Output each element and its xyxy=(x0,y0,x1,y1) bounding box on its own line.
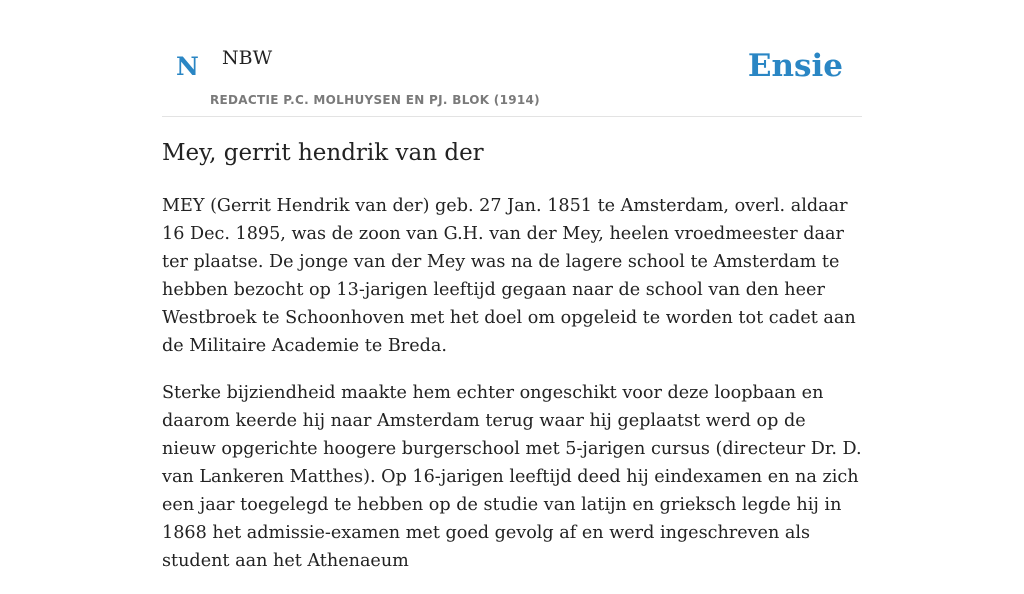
source-logo-icon[interactable]: N xyxy=(176,52,199,81)
source-subtitle: REDACTIE P.C. MOLHUYSEN EN PJ. BLOK (1914) xyxy=(210,93,540,107)
article-body xyxy=(162,192,864,594)
source-name[interactable]: NBW xyxy=(222,47,273,69)
paragraph: MEY (Gerrit Hendrik van der) geb. 27 Jan. 1851 te Amsterdam, overl. aldaar 16 Dec. 1895, was de zoon van G.H. van der Mey, heelen vroedmeester daar ter plaatse. De jonge van der Mey was na de lagere school te Amsterdam te hebben bezocht op 13-jarigen leeftijd gegaan naar de school van den heer Westbroek te Schoonhoven met het doel om opgeleid te worden tot cadet aan de Militaire Academie te Breda. xyxy=(162,196,856,356)
source-header xyxy=(162,0,862,117)
paragraph: Sterke bijziendheid maakte hem echter ongeschikt voor deze loopbaan en daarom keerde hij naar Amsterdam terug waar hij geplaatst werd op de nieuw opgerichte hoogere burgerschool met 5-jarigen cursus (directeur Dr. D. van Lankeren Matthes). Op 16-jarigen leeftijd deed hij eindexamen en na zich een jaar toegelegd te hebben op de studie van latijn en grieksch legde hij in 1868 het admissie-examen met goed gevolg af en werd ingeschreven als student aan het Athenaeum xyxy=(162,383,862,571)
article-title: Mey, gerrit hendrik van der xyxy=(162,140,484,166)
ensie-logo[interactable]: Ensie xyxy=(747,48,843,84)
